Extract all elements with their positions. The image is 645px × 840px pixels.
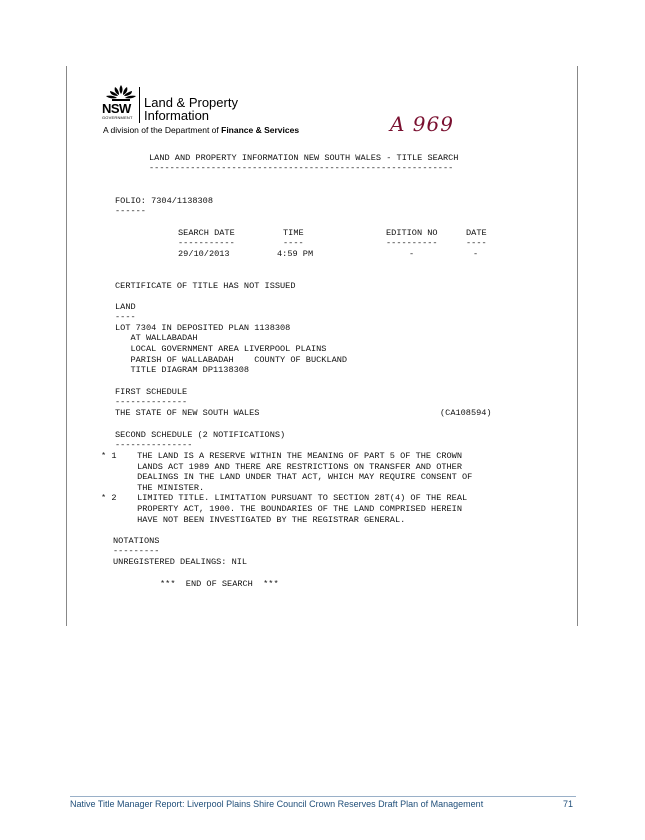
notification-line: PROPERTY ACT, 1900. THE BOUNDARIES OF THE LAND COMPRISED HEREIN [101, 504, 462, 514]
division-prefix: A division of the Department of [103, 125, 222, 135]
col-time: TIME [283, 228, 304, 238]
search-title-rule: ----------------------------------------------------------- [149, 163, 454, 173]
notification-line: * 1 THE LAND IS A RESERVE WITHIN THE MEANING OF PART 5 OF THE CROWN [101, 451, 462, 461]
lpi-title-line1: Land & Property [144, 95, 238, 110]
land-line: PARISH OF WALLABADAH COUNTY OF BUCKLAND [115, 355, 348, 365]
logo-divider [139, 87, 140, 123]
first-schedule-heading: FIRST SCHEDULE [115, 387, 188, 397]
government-logo-text: GOVERNMENT [102, 115, 133, 120]
land-rule: ---- [115, 312, 136, 322]
rule-time: ---- [283, 238, 304, 248]
land-line: TITLE DIAGRAM DP1138308 [115, 365, 250, 375]
nsw-logo-text: NSW [102, 101, 131, 116]
folio: FOLIO: 7304/1138308 [115, 196, 213, 206]
unregistered-dealings: UNREGISTERED DEALINGS: NIL [113, 557, 248, 567]
col-date: DATE [466, 228, 487, 238]
first-schedule-rule: -------------- [115, 397, 188, 407]
page-number: 71 [563, 799, 574, 809]
notification-line: HAVE NOT BEEN INVESTIGATED BY THE REGISTRAR GENERAL. [101, 515, 406, 525]
end-of-search: *** END OF SEARCH *** [160, 579, 279, 589]
waratah-logo-icon [104, 84, 138, 102]
notification-line: LANDS ACT 1989 AND THERE ARE RESTRICTIONS ON TRANSFER AND OTHER [101, 462, 462, 472]
scan-border-left [66, 66, 67, 626]
col-search-date: SEARCH DATE [178, 228, 235, 238]
notations-rule: --------- [113, 546, 160, 556]
division-text [103, 125, 299, 135]
folio-rule: ------ [115, 206, 146, 216]
notations-heading: NOTATIONS [113, 536, 160, 546]
land-line: AT WALLABADAH [115, 333, 198, 343]
notification-line: DEALINGS IN THE LAND UNDER THAT ACT, WHICH MAY REQUIRE CONSENT OF [101, 472, 473, 482]
lpi-title-line2: Information [144, 108, 210, 123]
rule-search-date: ----------- [178, 238, 235, 248]
scan-border-right [577, 66, 578, 626]
val-date: - [473, 249, 479, 259]
second-schedule-heading: SECOND SCHEDULE (2 NOTIFICATIONS) [115, 430, 286, 440]
owner-reference: (CA108594) [440, 408, 492, 418]
owner: THE STATE OF NEW SOUTH WALES [115, 408, 260, 418]
val-search-date: 29/10/2013 [178, 249, 230, 259]
notification-line: THE MINISTER. [101, 483, 205, 493]
land-line: LOT 7304 IN DEPOSITED PLAN 1138308 [115, 323, 291, 333]
land-heading: LAND [115, 302, 136, 312]
land-line: LOCAL GOVERNMENT AREA LIVERPOOL PLAINS [115, 344, 327, 354]
rule-edition: ---------- [386, 238, 438, 248]
handwritten-annotation: A 969 [390, 112, 454, 136]
val-edition: - [409, 249, 415, 259]
search-title: LAND AND PROPERTY INFORMATION NEW SOUTH WALES - TITLE SEARCH [149, 153, 459, 163]
division-department: Finance & Services [221, 125, 300, 135]
second-schedule-rule: --------------- [115, 440, 193, 450]
footer-rule [70, 796, 576, 797]
col-edition: EDITION NO [386, 228, 438, 238]
notification-line: * 2 LIMITED TITLE. LIMITATION PURSUANT TO SECTION 28T(4) OF THE REAL [101, 493, 468, 503]
footer-title: Native Title Manager Report: Liverpool Plains Shire Council Crown Reserves Draft Plan of Management [70, 799, 484, 809]
rule-date: ---- [466, 238, 487, 248]
val-time: 4:59 PM [277, 249, 314, 259]
certificate-status: CERTIFICATE OF TITLE HAS NOT ISSUED [115, 281, 296, 291]
